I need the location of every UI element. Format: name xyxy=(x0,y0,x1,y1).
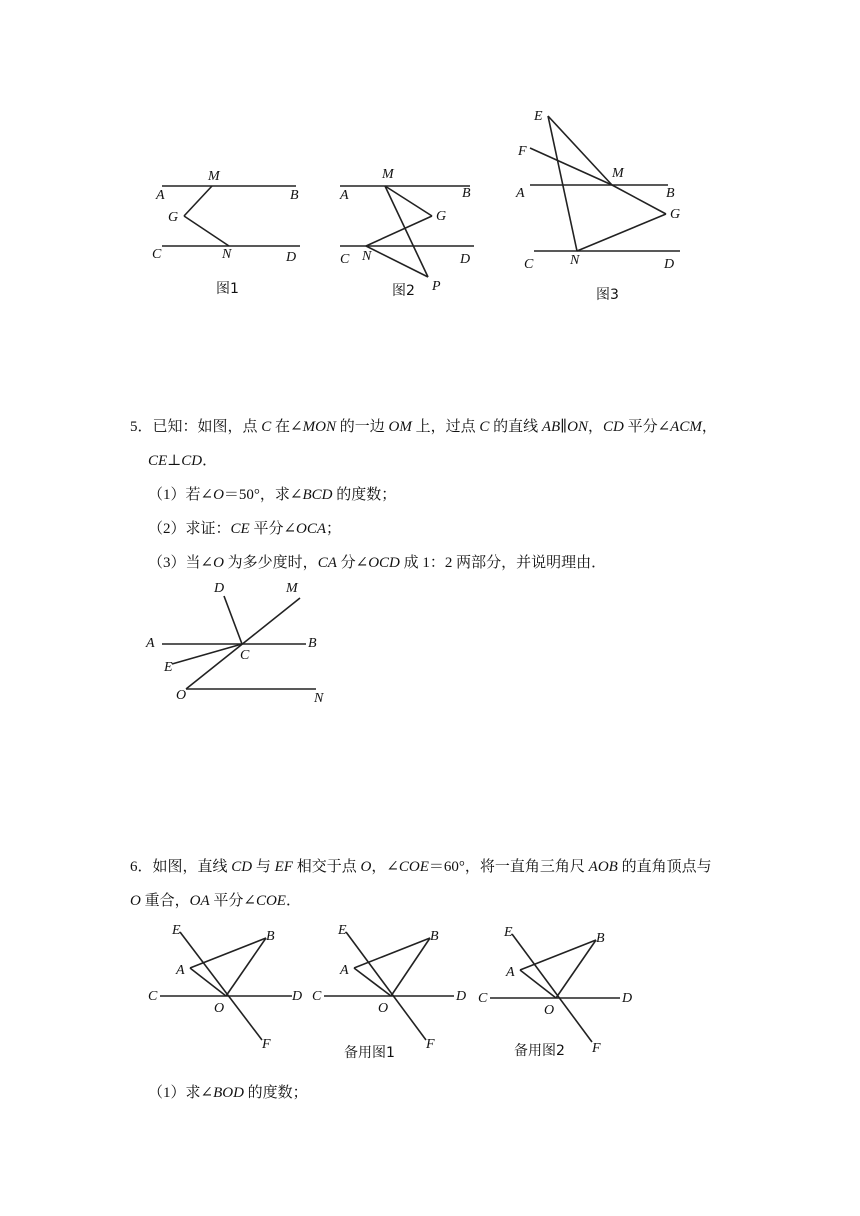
q6-main-seg-ab xyxy=(190,938,266,968)
fig3-seg-fm xyxy=(530,148,612,185)
q5-label-n: N xyxy=(314,691,324,706)
q6-alt2-label-e: E xyxy=(504,925,513,940)
q6-alt1-seg-oa xyxy=(354,968,391,996)
q5-stem-line2: CE⊥CD． xyxy=(148,453,218,469)
fig3-label-f: F xyxy=(518,144,527,159)
q6-main-line-ef xyxy=(180,932,262,1040)
q6-main-label-e: E xyxy=(172,923,181,938)
q6-stem-line2: O 重合，OA 平分∠COE． xyxy=(130,893,301,909)
fig3-caption: 图3 xyxy=(596,287,619,303)
q6-alt1-caption: 备用图1 xyxy=(344,1045,395,1061)
q5-label-d: D xyxy=(214,581,225,596)
fig1-seg-mg xyxy=(184,186,212,216)
fig1-label-n: N xyxy=(222,247,232,262)
fig1-label-b: B xyxy=(290,188,299,203)
q5-label-o: O xyxy=(176,688,187,703)
fig3-seg-em xyxy=(548,116,612,185)
fig3-seg-ng xyxy=(577,214,666,251)
fig2-label-d: D xyxy=(460,252,471,267)
q6-main-seg-oa xyxy=(190,968,226,996)
fig2-label-m: M xyxy=(382,167,394,182)
fig3-seg-mg xyxy=(612,185,666,214)
fig3-label-e: E xyxy=(534,109,543,124)
q6-stem-line1: 6．如图，直线 CD 与 EF 相交于点 O，∠COE＝60°，将一直角三角尺 AOB 的直角顶点与 xyxy=(130,859,712,875)
q5-label-e: E xyxy=(164,660,173,675)
q6-alt2-seg-oa xyxy=(520,970,556,998)
fig2-label-p: P xyxy=(432,279,441,294)
fig2-label-g: G xyxy=(436,209,447,224)
q5-label-b: B xyxy=(308,636,317,651)
q5-label-a: A xyxy=(146,636,155,651)
q5-part-2: （2）求证：CE 平分∠OCA； xyxy=(148,521,342,537)
q6-alt1-seg-ob xyxy=(391,938,430,996)
fig1-label-d: D xyxy=(286,250,297,265)
q6-alt2-line-ef xyxy=(512,934,592,1042)
q5-ray-cd xyxy=(224,596,242,644)
fig3-label-c: C xyxy=(524,257,534,272)
fig3-label-m: M xyxy=(612,166,624,181)
q5-part-3: （3）当∠O 为多少度时，CA 分∠OCD 成 1：2 两部分，并说明理由． xyxy=(148,555,607,571)
q5-part-1: （1）若∠O＝50°，求∠BCD 的度数； xyxy=(148,487,397,503)
q6-alt2-label-d: D xyxy=(622,991,633,1006)
fig3-label-b: B xyxy=(666,186,675,201)
fig1-seg-gn xyxy=(184,216,229,246)
q6-alt1-label-o: O xyxy=(378,1001,389,1016)
fig2-caption: 图2 xyxy=(392,283,415,299)
q6-alt1-label-c: C xyxy=(312,989,322,1004)
q6-main-label-c: C xyxy=(148,989,158,1004)
fig2-seg-np xyxy=(366,246,428,277)
q6-alt2-label-b: B xyxy=(596,931,605,946)
q6-alt1-seg-ab xyxy=(354,938,430,968)
fig2-label-n: N xyxy=(362,249,372,264)
q6-alt2-label-f: F xyxy=(592,1041,601,1056)
q6-alt2-label-o: O xyxy=(544,1003,555,1018)
q5-stem-line1: 5．已知：如图，点 C 在∠MON 的一边 OM 上，过点 C 的直线 AB∥ON，CD 平分∠ACM， xyxy=(130,419,717,435)
fig1-label-g: G xyxy=(168,210,179,225)
fig3-label-a: A xyxy=(516,186,525,201)
q6-main-label-o: O xyxy=(214,1001,225,1016)
fig1-caption: 图1 xyxy=(216,281,239,297)
fig3-label-d: D xyxy=(664,257,675,272)
q6-alt1-label-d: D xyxy=(456,989,467,1004)
fig1-label-a: A xyxy=(156,188,165,203)
fig1-label-c: C xyxy=(152,247,162,262)
q5-label-m: M xyxy=(286,581,298,596)
q6-alt2-caption: 备用图2 xyxy=(514,1043,565,1059)
fig2-label-a: A xyxy=(340,188,349,203)
fig1-label-m: M xyxy=(208,169,220,184)
q6-alt1-line-ef xyxy=(346,932,426,1040)
fig2-label-c: C xyxy=(340,252,350,267)
q6-main-label-f: F xyxy=(262,1037,271,1052)
q6-main-label-d: D xyxy=(292,989,303,1004)
q6-alt1-label-b: B xyxy=(430,929,439,944)
fig2-label-b: B xyxy=(462,186,471,201)
q6-alt1-label-f: F xyxy=(426,1037,435,1052)
q6-main-label-b: B xyxy=(266,929,275,944)
fig3-label-g: G xyxy=(670,207,681,222)
q6-alt2-label-a: A xyxy=(506,965,515,980)
q6-alt2-label-c: C xyxy=(478,991,488,1006)
q6-alt1-label-a: A xyxy=(340,963,349,978)
fig2-seg-gn xyxy=(366,216,432,246)
q6-alt2-seg-ab xyxy=(520,940,596,970)
q5-label-c: C xyxy=(240,648,250,663)
q5-ray-ce xyxy=(172,644,242,664)
q6-part-1: （1）求∠BOD 的度数； xyxy=(148,1085,308,1101)
q6-alt1-label-e: E xyxy=(338,923,347,938)
fig3-label-n: N xyxy=(570,253,580,268)
fig3-seg-en xyxy=(548,116,577,251)
q6-main-label-a: A xyxy=(176,963,185,978)
